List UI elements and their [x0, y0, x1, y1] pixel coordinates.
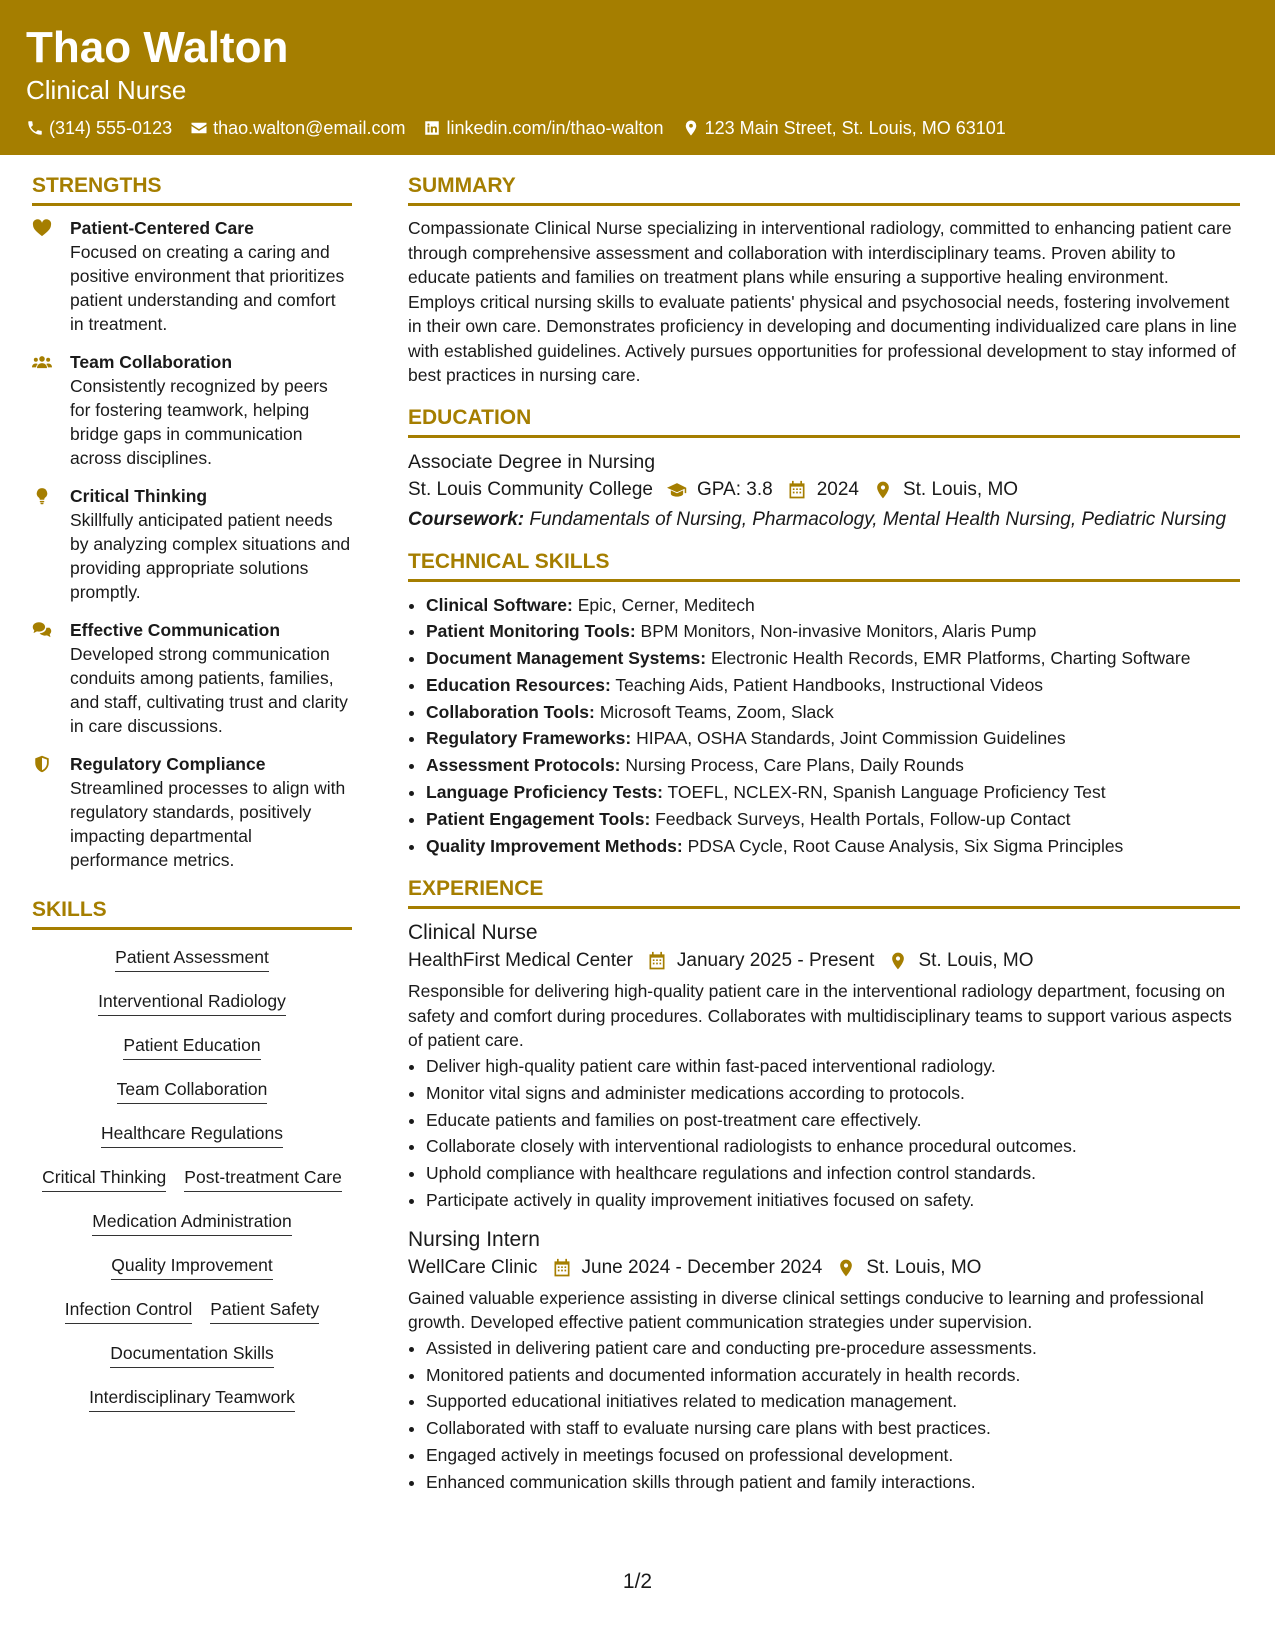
skill-tag: Critical Thinking	[42, 1166, 166, 1192]
list-item	[426, 752, 1240, 779]
list-item: • Assisted in delivering patient care and conducting pre-procedure assessments.	[426, 1335, 1240, 1362]
list-item	[426, 618, 1240, 645]
strengths-heading: STRENGTHS	[32, 172, 352, 206]
job-meta	[408, 947, 1240, 975]
tech-skill-label: Document Management Systems:	[426, 648, 707, 669]
contact-bar	[26, 116, 1024, 140]
list-item	[426, 779, 1240, 806]
users-icon	[32, 353, 52, 371]
education-location: St. Louis, MO	[902, 478, 1019, 500]
education-school: St. Louis Community College	[408, 478, 653, 500]
list-item: • Collaborate closely with interventional radiologists to enhance procedural outcomes.	[426, 1133, 1240, 1160]
education-gpa: GPA: 3.8	[697, 478, 773, 500]
skill-tag: Interdisciplinary Teamwork	[89, 1386, 295, 1412]
tech-skill-value: PDSA Cycle, Root Cause Analysis, Six Sigma Principles	[687, 835, 1124, 856]
list-item	[426, 592, 1240, 619]
skill-tag: Quality Improvement	[111, 1254, 272, 1280]
heart-icon	[32, 219, 52, 237]
list-item: • Participate actively in quality improvement initiatives focused on safety.	[426, 1187, 1240, 1214]
summary-heading: SUMMARY	[408, 172, 1240, 206]
tech-skill-value: Electronic Health Records, EMR Platforms, Charting Software	[710, 648, 1191, 669]
tech-skill-label: Quality Improvement Methods:	[426, 835, 683, 856]
calendar-icon	[787, 480, 807, 500]
map-marker-icon	[888, 951, 908, 971]
tech-skill-label: Clinical Software:	[426, 594, 573, 615]
comments-icon	[32, 621, 52, 639]
education-coursework	[408, 508, 1240, 532]
phone-text: (314) 555-0123	[49, 117, 173, 138]
strength-title: Regulatory Compliance	[70, 754, 266, 774]
strength-item	[32, 484, 352, 604]
map-marker-icon	[873, 480, 893, 500]
strength-title: Patient-Centered Care	[70, 218, 254, 238]
job-description: Responsible for delivering high-quality patient care in the interventional radiology department, focusing on safety and comfort during procedures. Collaborates with multidisciplinary teams to support various aspects of patient care.	[408, 981, 1232, 1051]
skill-tag: Patient Education	[123, 1034, 260, 1060]
experience-entry	[408, 1226, 1240, 1496]
list-item: • Uphold compliance with healthcare regulations and infection control standards.	[426, 1160, 1240, 1187]
coursework-label: Coursework:	[408, 508, 525, 530]
skill-tag: Patient Assessment	[115, 946, 269, 972]
technical-skills-heading: TECHNICAL SKILLS	[408, 548, 1240, 582]
list-item: • Collaborated with staff to evaluate nursing care plans with best practices.	[426, 1415, 1240, 1442]
tech-skill-value: Nursing Process, Care Plans, Daily Rounds	[625, 755, 964, 776]
list-item: • Monitored patients and documented information accurately in health records.	[426, 1362, 1240, 1389]
list-item	[426, 699, 1240, 726]
education-degree: Associate Degree in Nursing	[408, 450, 656, 473]
strength-desc: Focused on creating a caring and positive environment that prioritizes patient understanding and comfort in treatment.	[70, 242, 345, 334]
tech-skill-value: Feedback Surveys, Health Portals, Follow-up Contact	[655, 808, 1071, 829]
map-marker-icon	[836, 1258, 856, 1278]
summary-text: Compassionate Clinical Nurse specializing in interventional radiology, committed to enhancing patient care through comprehensive assessment and collaboration with interdisciplinary teams. Proven ability to educate patients and families on treatment plans while ensuring a supportive healing environment. Employs critical nursing skills to evaluate patients' physical and psychosocial needs, fostering involvement in their own care. Demonstrates proficiency in developing and documenting individualized care plans in line with established guidelines. Actively pursues opportunities for professional development to stay informed of best practices in nursing care.	[408, 218, 1237, 385]
list-item	[426, 806, 1240, 833]
list-item: • Deliver high-quality patient care within fast-paced interventional radiology.	[426, 1053, 1240, 1080]
candidate-role: Clinical Nurse	[26, 75, 187, 105]
list-item: • Supported educational initiatives related to medication management.	[426, 1388, 1240, 1415]
job-description: Gained valuable experience assisting in diverse clinical settings conducive to learning and professional growth. Developed effective patient communication strategies under supervision.	[408, 1287, 1204, 1333]
strength-desc: Streamlined processes to align with regulatory standards, positively impacting departmental performance metrics.	[70, 778, 346, 870]
tech-skill-label: Patient Monitoring Tools:	[426, 621, 636, 642]
strength-title: Critical Thinking	[70, 486, 208, 506]
resume-header	[0, 0, 1275, 155]
contact-linkedin[interactable]	[423, 118, 663, 139]
skill-tag: Team Collaboration	[117, 1078, 268, 1104]
contact-email[interactable]	[190, 118, 405, 139]
strength-item	[32, 350, 352, 470]
tech-skill-label: Education Resources:	[426, 674, 611, 695]
tech-skill-value: HIPAA, OSHA Standards, Joint Commission Guidelines	[636, 728, 1066, 749]
strength-item	[32, 618, 352, 738]
job-dates: January 2025 - Present	[676, 950, 875, 972]
job-location: St. Louis, MO	[866, 1256, 982, 1278]
lightbulb-icon	[32, 487, 52, 505]
left-column	[32, 172, 352, 1430]
skill-tag: Interventional Radiology	[98, 990, 286, 1016]
tech-skill-value: TOEFL, NCLEX-RN, Spanish Language Proficiency Test	[667, 782, 1106, 803]
calendar-icon	[647, 951, 667, 971]
tech-skill-label: Assessment Protocols:	[426, 755, 621, 776]
skills-list	[32, 940, 352, 1430]
experience-entry	[408, 919, 1240, 1213]
strength-item	[32, 752, 352, 872]
list-item: • Enhanced communication skills through patient and family interactions.	[426, 1469, 1240, 1496]
skill-tag: Healthcare Regulations	[101, 1122, 283, 1148]
job-location: St. Louis, MO	[918, 950, 1034, 972]
list-item	[426, 833, 1240, 860]
strength-title: Effective Communication	[70, 620, 281, 640]
job-title: Nursing Intern	[408, 1227, 540, 1251]
tech-skill-value: Microsoft Teams, Zoom, Slack	[599, 701, 834, 722]
job-meta	[408, 1254, 1240, 1282]
tech-skill-label: Regulatory Frameworks:	[426, 728, 632, 749]
education-heading: EDUCATION	[408, 404, 1240, 438]
job-company: HealthFirst Medical Center	[408, 950, 633, 972]
right-column	[408, 172, 1240, 1508]
phone-icon	[26, 119, 44, 137]
education-meta	[408, 476, 1240, 504]
list-item	[426, 645, 1240, 672]
email-text[interactable]: thao.walton@email.com	[213, 117, 406, 138]
skill-tag: Documentation Skills	[110, 1342, 273, 1368]
strength-title: Team Collaboration	[70, 352, 233, 372]
list-item	[426, 672, 1240, 699]
list-item: • Monitor vital signs and administer medications according to protocols.	[426, 1080, 1240, 1107]
job-dates: June 2024 - December 2024	[581, 1256, 823, 1278]
list-item	[426, 725, 1240, 752]
calendar-icon	[552, 1258, 572, 1278]
skills-heading: SKILLS	[32, 896, 352, 930]
contact-address	[682, 118, 1006, 139]
skill-tag: Infection Control	[65, 1298, 192, 1324]
experience-heading: EXPERIENCE	[408, 875, 1240, 909]
graduation-cap-icon	[667, 480, 687, 500]
job-bullets	[408, 1335, 1240, 1496]
linkedin-icon	[423, 119, 441, 137]
education-year: 2024	[816, 478, 859, 500]
tech-skill-value: Teaching Aids, Patient Handbooks, Instructional Videos	[615, 674, 1044, 695]
candidate-name: Thao Walton	[26, 23, 289, 72]
strength-desc: Consistently recognized by peers for fostering teamwork, helping bridge gaps in communication across disciplines.	[70, 376, 328, 468]
technical-skills-list	[408, 592, 1240, 860]
job-bullets	[408, 1053, 1240, 1214]
tech-skill-label: Language Proficiency Tests:	[426, 782, 663, 803]
tech-skill-label: Collaboration Tools:	[426, 701, 595, 722]
tech-skill-value: Epic, Cerner, Meditech	[577, 594, 755, 615]
linkedin-text[interactable]: linkedin.com/in/thao-walton	[446, 117, 664, 138]
tech-skill-value: BPM Monitors, Non-invasive Monitors, Alaris Pump	[640, 621, 1037, 642]
skill-tag: Post-treatment Care	[184, 1166, 342, 1192]
list-item: • Engaged actively in meetings focused on professional development.	[426, 1442, 1240, 1469]
skill-tag: Patient Safety	[210, 1298, 319, 1324]
envelope-icon	[190, 119, 208, 137]
map-marker-icon	[682, 119, 700, 137]
coursework-text: Fundamentals of Nursing, Pharmacology, Mental Health Nursing, Pediatric Nursing	[529, 508, 1227, 530]
strength-desc: Skillfully anticipated patient needs by analyzing complex situations and providing appropriate solutions promptly.	[70, 510, 351, 602]
strength-desc: Developed strong communication conduits among patients, families, and staff, cultivating trust and clarity in care discussions.	[70, 644, 348, 736]
job-title: Clinical Nurse	[408, 921, 538, 945]
page-indicator: 1/2	[622, 1570, 653, 1593]
tech-skill-label: Patient Engagement Tools:	[426, 808, 651, 829]
skill-tag: Medication Administration	[92, 1210, 291, 1236]
address-text: 123 Main Street, St. Louis, MO 63101	[704, 117, 1006, 138]
strength-item	[32, 216, 352, 336]
shield-icon	[32, 755, 52, 773]
job-company: WellCare Clinic	[408, 1256, 538, 1278]
contact-phone	[26, 118, 172, 139]
list-item: • Educate patients and families on post-treatment care effectively.	[426, 1107, 1240, 1134]
